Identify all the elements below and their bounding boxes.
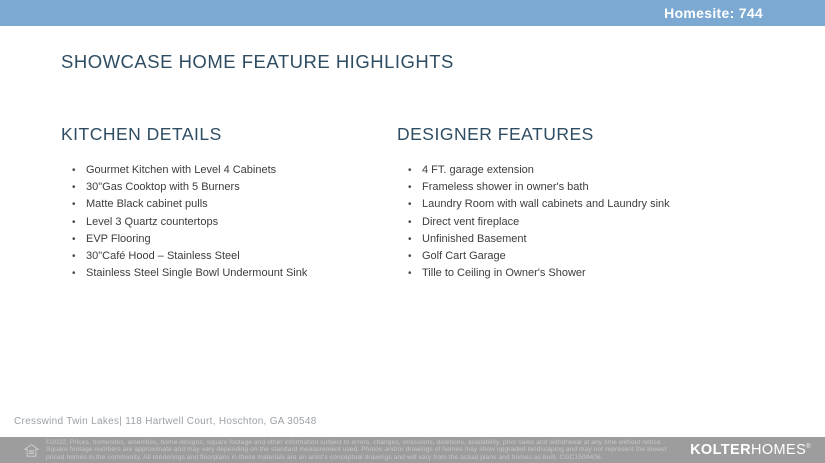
legal-line: priced homes in the community. All renderings and floorplans in these materials are an artist's conceptual drawings and will vary from the actual plans and homes as built. CGC1509406. — [46, 453, 603, 461]
designer-features-heading: DESIGNER FEATURES — [397, 124, 594, 144]
page-title: SHOWCASE HOME FEATURE HIGHLIGHTS — [61, 51, 454, 72]
equal-housing-icon — [24, 443, 39, 458]
feature-columns — [61, 124, 785, 282]
top-header-bar — [0, 0, 825, 26]
homesite-label: Homesite: 744 — [664, 5, 763, 21]
list-item: • Matte Black cabinet pulls — [72, 196, 397, 213]
brand-regular-text: HOMES — [751, 442, 807, 458]
legal-line: Square footage numbers are approximate and may vary depending on the standard measurement used. Photos and/or drawings of homes may show upgraded landscaping and may not represent the lowest — [46, 446, 667, 454]
legal-line: ©2022, Prices, homesites, amenities, home designs, square footage and other information subject to errors, changes, omissions, deletions, availability, prior sales and withdrawal at any time without notice. — [46, 438, 663, 446]
list-item: • 4 FT. garage extension — [408, 162, 785, 179]
list-item: • 30"Café Hood – Stainless Steel — [72, 248, 397, 265]
community-address: Cresswind Twin Lakes| 118 Hartwell Court, Hoschton, GA 30548 — [14, 416, 317, 427]
footer-bar — [0, 437, 825, 463]
list-item: • Tille to Ceiling in Owner's Shower — [408, 265, 785, 282]
list-item: • Golf Cart Garage — [408, 248, 785, 265]
list-item: • Unfinished Basement — [408, 231, 785, 248]
legal-disclaimer — [46, 439, 680, 461]
brand-bold-text: KOLTER — [690, 442, 751, 458]
kitchen-details-heading: KITCHEN DETAILS — [61, 124, 222, 144]
list-item: • Frameless shower in owner's bath — [408, 179, 785, 196]
list-item: • Stainless Steel Single Bowl Undermount Sink — [72, 265, 397, 282]
registered-mark: ® — [806, 444, 811, 451]
list-item: • Gourmet Kitchen with Level 4 Cabinets — [72, 162, 397, 179]
list-item: • Direct vent fireplace — [408, 214, 785, 231]
kitchen-details-list — [61, 162, 397, 282]
designer-features-section — [397, 124, 785, 282]
list-item: • 30"Gas Cooktop with 5 Burners — [72, 179, 397, 196]
designer-features-list — [397, 162, 785, 282]
list-item: • Level 3 Quartz countertops — [72, 214, 397, 231]
list-item: • EVP Flooring — [72, 231, 397, 248]
list-item: • Laundry Room with wall cabinets and Laundry sink — [408, 196, 785, 213]
kolter-homes-logo — [690, 442, 811, 458]
kitchen-details-section — [61, 124, 397, 282]
